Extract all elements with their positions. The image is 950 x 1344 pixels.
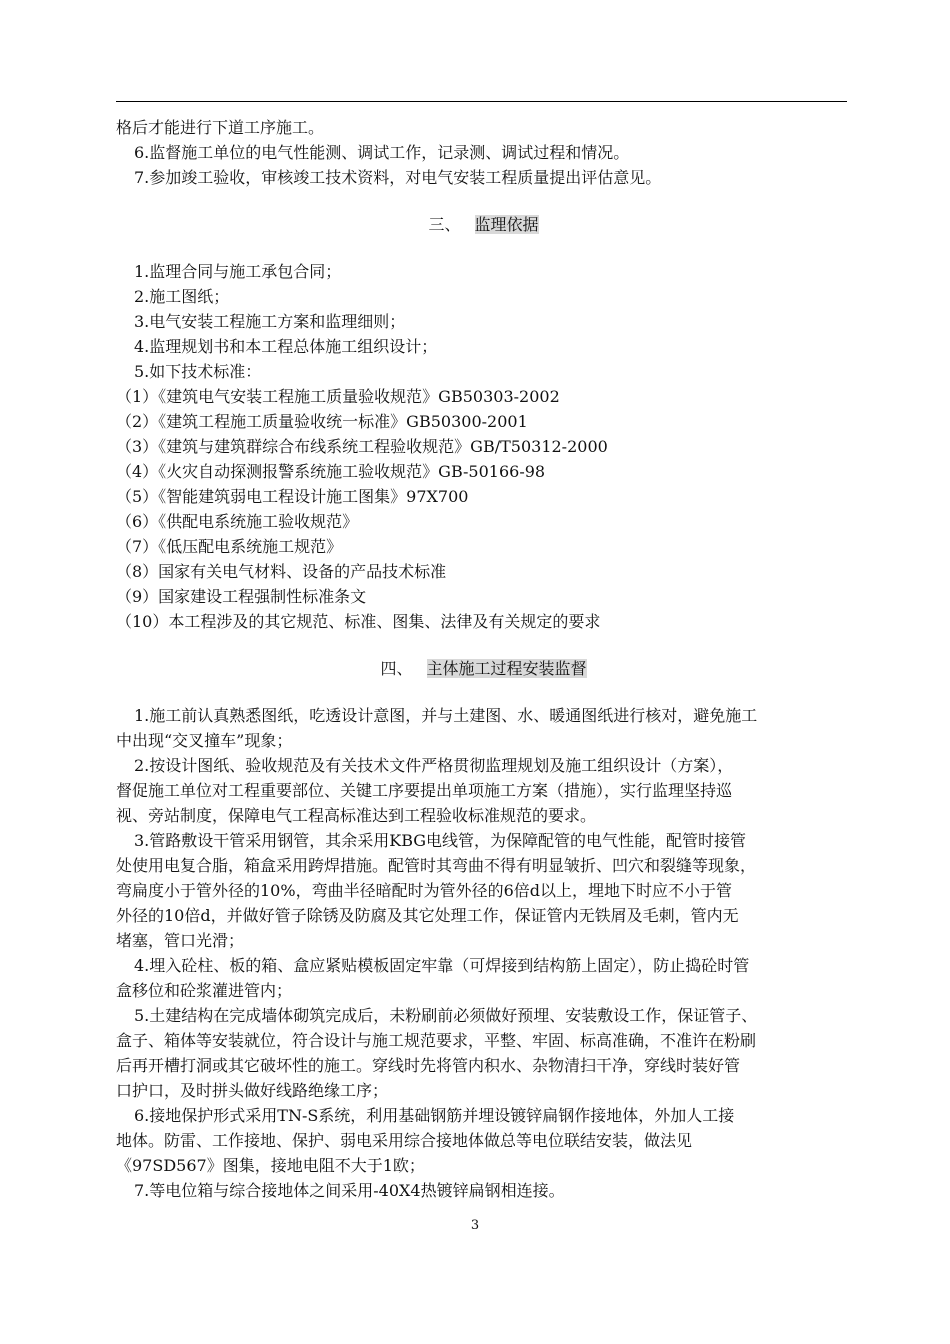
text-line: 弯扁度小于管外径的10%，弯曲半径暗配时为管外径的6倍d以上，埋地下时应不小于管 — [116, 881, 732, 900]
text-line: 地体。防雷、工作接地、保护、弱电采用综合接地体做总等电位联结安装，做法见 — [116, 1131, 693, 1150]
text-line: 1.施工前认真熟悉图纸，吃透设计意图，并与土建图、水、暖通图纸进行核对，避免施工 — [134, 706, 758, 725]
text-line: 堵塞，管口光滑； — [116, 931, 245, 950]
standard-item: （7）《低压配电系统施工规范》 — [116, 537, 343, 556]
paragraph-6 — [116, 1103, 851, 1178]
standard-item: （3）《建筑与建筑群综合布线系统工程验收规范》GB/T50312-2000 — [116, 437, 608, 456]
paragraph-4 — [116, 953, 851, 1003]
section-heading — [116, 656, 851, 681]
paragraph-7 — [116, 1178, 851, 1203]
paragraph-3 — [116, 828, 851, 953]
text-line: 2.按设计图纸、验收规范及有关技术文件严格贯彻监理规划及施工组织设计（方案）， — [134, 756, 734, 775]
text-line: 3.管路敷设干管采用钢管，其余采用KBG电线管，为保障配管的电气性能，配管时接管 — [134, 831, 747, 850]
basis-item: 4.监理规划书和本工程总体施工组织设计； — [134, 337, 438, 356]
paragraph-1 — [116, 703, 851, 753]
text-line: 《97SD567》图集，接地电阻不大于1欧； — [116, 1156, 425, 1175]
text-line: 中出现“交叉撞车”现象； — [116, 731, 293, 750]
paragraph-5 — [116, 1003, 851, 1103]
text-line: 7.等电位箱与综合接地体之间采用-40X4热镀锌扁钢相连接。 — [134, 1181, 565, 1200]
section-title: 主体施工过程安装监督 — [426, 659, 587, 678]
text-line: 视、旁站制度，保障电气工程高标准达到工程验收标准规范的要求。 — [116, 806, 597, 825]
page-number: 3 — [470, 1218, 480, 1233]
basis-item: 3.电气安装工程施工方案和监理细则； — [134, 312, 406, 331]
text-line: 后再开槽打洞或其它破坏性的施工。穿线时先将管内积水、杂物清扫干净，穿线时装好管 — [116, 1056, 741, 1075]
text-line: 6.监督施工单位的电气性能测、调试工作，记录测、调试过程和情况。 — [134, 143, 630, 162]
section-number: 四、 — [380, 659, 413, 678]
paragraph-2 — [116, 753, 851, 828]
standard-item: （10）本工程涉及的其它规范、标准、图集、法律及有关规定的要求 — [116, 612, 601, 631]
text-line: 督促施工单位对工程重要部位、关键工序要提出单项施工方案（措施），实行监理坚持巡 — [116, 781, 733, 800]
text-line: 4.埋入砼柱、板的箱、盒应紧贴模板固定牢靠（可焊接到结构筋上固定），防止捣砼时管 — [134, 956, 750, 975]
text-line: 口护口，及时拼头做好线路绝缘工序； — [116, 1081, 389, 1100]
section-number: 三、 — [428, 215, 461, 234]
basis-item: 5.如下技术标准： — [134, 362, 262, 381]
text-line: 6.接地保护形式采用TN-S系统，利用基础钢筋并埋设镀锌扁钢作接地体，外加人工接 — [134, 1106, 735, 1125]
standard-item: （9）国家建设工程强制性标准条文 — [116, 587, 367, 606]
standard-item: （1）《建筑电气安装工程施工质量验收规范》GB50303-2002 — [116, 387, 560, 406]
standard-item: （8）国家有关电气材料、设备的产品技术标准 — [116, 562, 447, 581]
standard-item: （2）《建筑工程施工质量验收统一标准》GB50300-2001 — [116, 412, 528, 431]
text-line: 5.土建结构在完成墙体砌筑完成后，未粉刷前必须做好预埋、安装敷设工作，保证管子、 — [134, 1006, 758, 1025]
text-line: 格后才能进行下道工序施工。 — [116, 118, 325, 137]
standard-item: （5）《智能建筑弱电工程设计施工图集》97X700 — [116, 487, 469, 506]
text-line: 7.参加竣工验收，审核竣工技术资料，对电气安装工程质量提出评估意见。 — [134, 168, 662, 187]
basis-item: 2.施工图纸； — [134, 287, 230, 306]
standard-item: （4）《火灾自动探测报警系统施工验收规范》GB-50166-98 — [116, 462, 546, 481]
page-content — [116, 115, 851, 1203]
standard-item: （6）《供配电系统施工验收规范》 — [116, 512, 359, 531]
text-line: 处使用电复合脂，箱盒采用跨焊措施。配管时其弯曲不得有明显皱折、凹穴和裂缝等现象， — [116, 856, 757, 875]
text-line: 盒子、箱体等安装就位，符合设计与施工规范要求，平整、牢固、标高准确，不准许在粉刷 — [116, 1031, 757, 1050]
section-title: 监理依据 — [474, 215, 539, 234]
text-line: 盒移位和砼浆灌进管内； — [116, 981, 293, 1000]
text-line: 外径的10倍d，并做好管子除锈及防腐及其它处理工作，保证管内无铁屑及毛刺，管内无 — [116, 906, 739, 925]
basis-item: 1.监理合同与施工承包合同； — [134, 262, 342, 281]
header-rule — [116, 101, 847, 102]
section-heading — [116, 212, 851, 237]
